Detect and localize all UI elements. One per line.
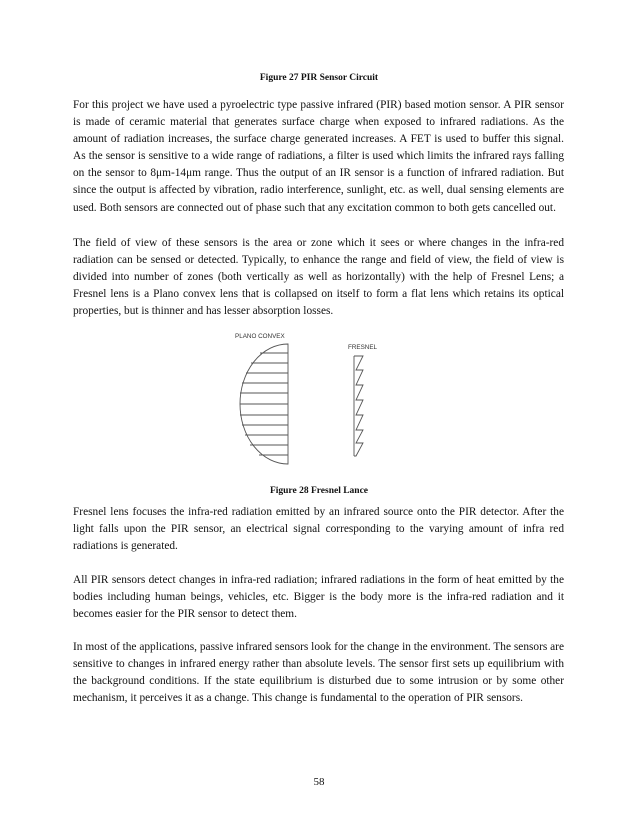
figure-27-caption: Figure 27 PIR Sensor Circuit	[259, 73, 379, 83]
page-number: 58	[313, 776, 325, 788]
fresnel-lens-drawing	[354, 356, 363, 456]
paragraph-field-of-view: The field of view of these sensors is the area or zone which it sees or where changes in the infra-red radiation can be sensed or detected. Typically, to enhance the range and field of view, the field of view is divided into number of zones (both vertically as well as horizontally) with the help of Fresnel Lens; a Fresnel lens is a Plano convex lens that is collapsed on itself to form a flat lens which retains its optical properties, but is thinner and has lesser absorption losses.	[73, 237, 564, 318]
paragraph-pir-detect: All PIR sensors detect changes in infra-red radiation; infrared radiations in the form of heat emitted by the bodies including human beings, vehicles, etc. Bigger is the body more is the infra-red radiation and it becomes easier for the PIR sensor to detect them.	[73, 574, 564, 621]
paragraph-pir-sensor: For this project we have used a pyroelectric type passive infrared (PIR) based motion sensor. A PIR sensor is made of ceramic material that generates surface charge when exposed to infrared radiations. As the amount of radiation increases, the surface charge generated increases. A FET is used to buffer this signal. As the sensor is sensitive to a wide range of radiations, a filter is used which limits the infrared rays falling on the sensor to 8μm-14μm range. Thus the output of an IR sensor is a function of infrared radiation. But since the output is affected by vibration, radio interference, sunlight, etc. as well, dual sensing elements are used. Both sensors are connected out of phase such that any excitation common to both gets cancelled out.	[73, 99, 564, 214]
plano-convex-lens-drawing	[240, 344, 288, 464]
fresnel-lens-figure	[230, 330, 380, 470]
fresnel-label: FRESNEL	[348, 344, 378, 351]
paragraph-fresnel-focus: Fresnel lens focuses the infra-red radiation emitted by an infrared source onto the PIR detector. After the light falls upon the PIR sensor, an electrical signal corresponding to the varying amount of infra red radiations is generated.	[73, 506, 564, 553]
paragraph-applications: In most of the applications, passive infrared sensors look for the change in the environment. The sensors are sensitive to changes in infrared energy rather than absolute levels. The sensor first sets up equilibrium with the background conditions. If the state equilibrium is disturbed due to some intrusion or by some other mechanism, it perceives it as a change. This change is fundamental to the operation of PIR sensors.	[73, 641, 564, 705]
plano-convex-label: PLANO CONVEX	[235, 333, 285, 340]
figure-28-caption: Figure 28 Fresnel Lance	[269, 486, 369, 496]
